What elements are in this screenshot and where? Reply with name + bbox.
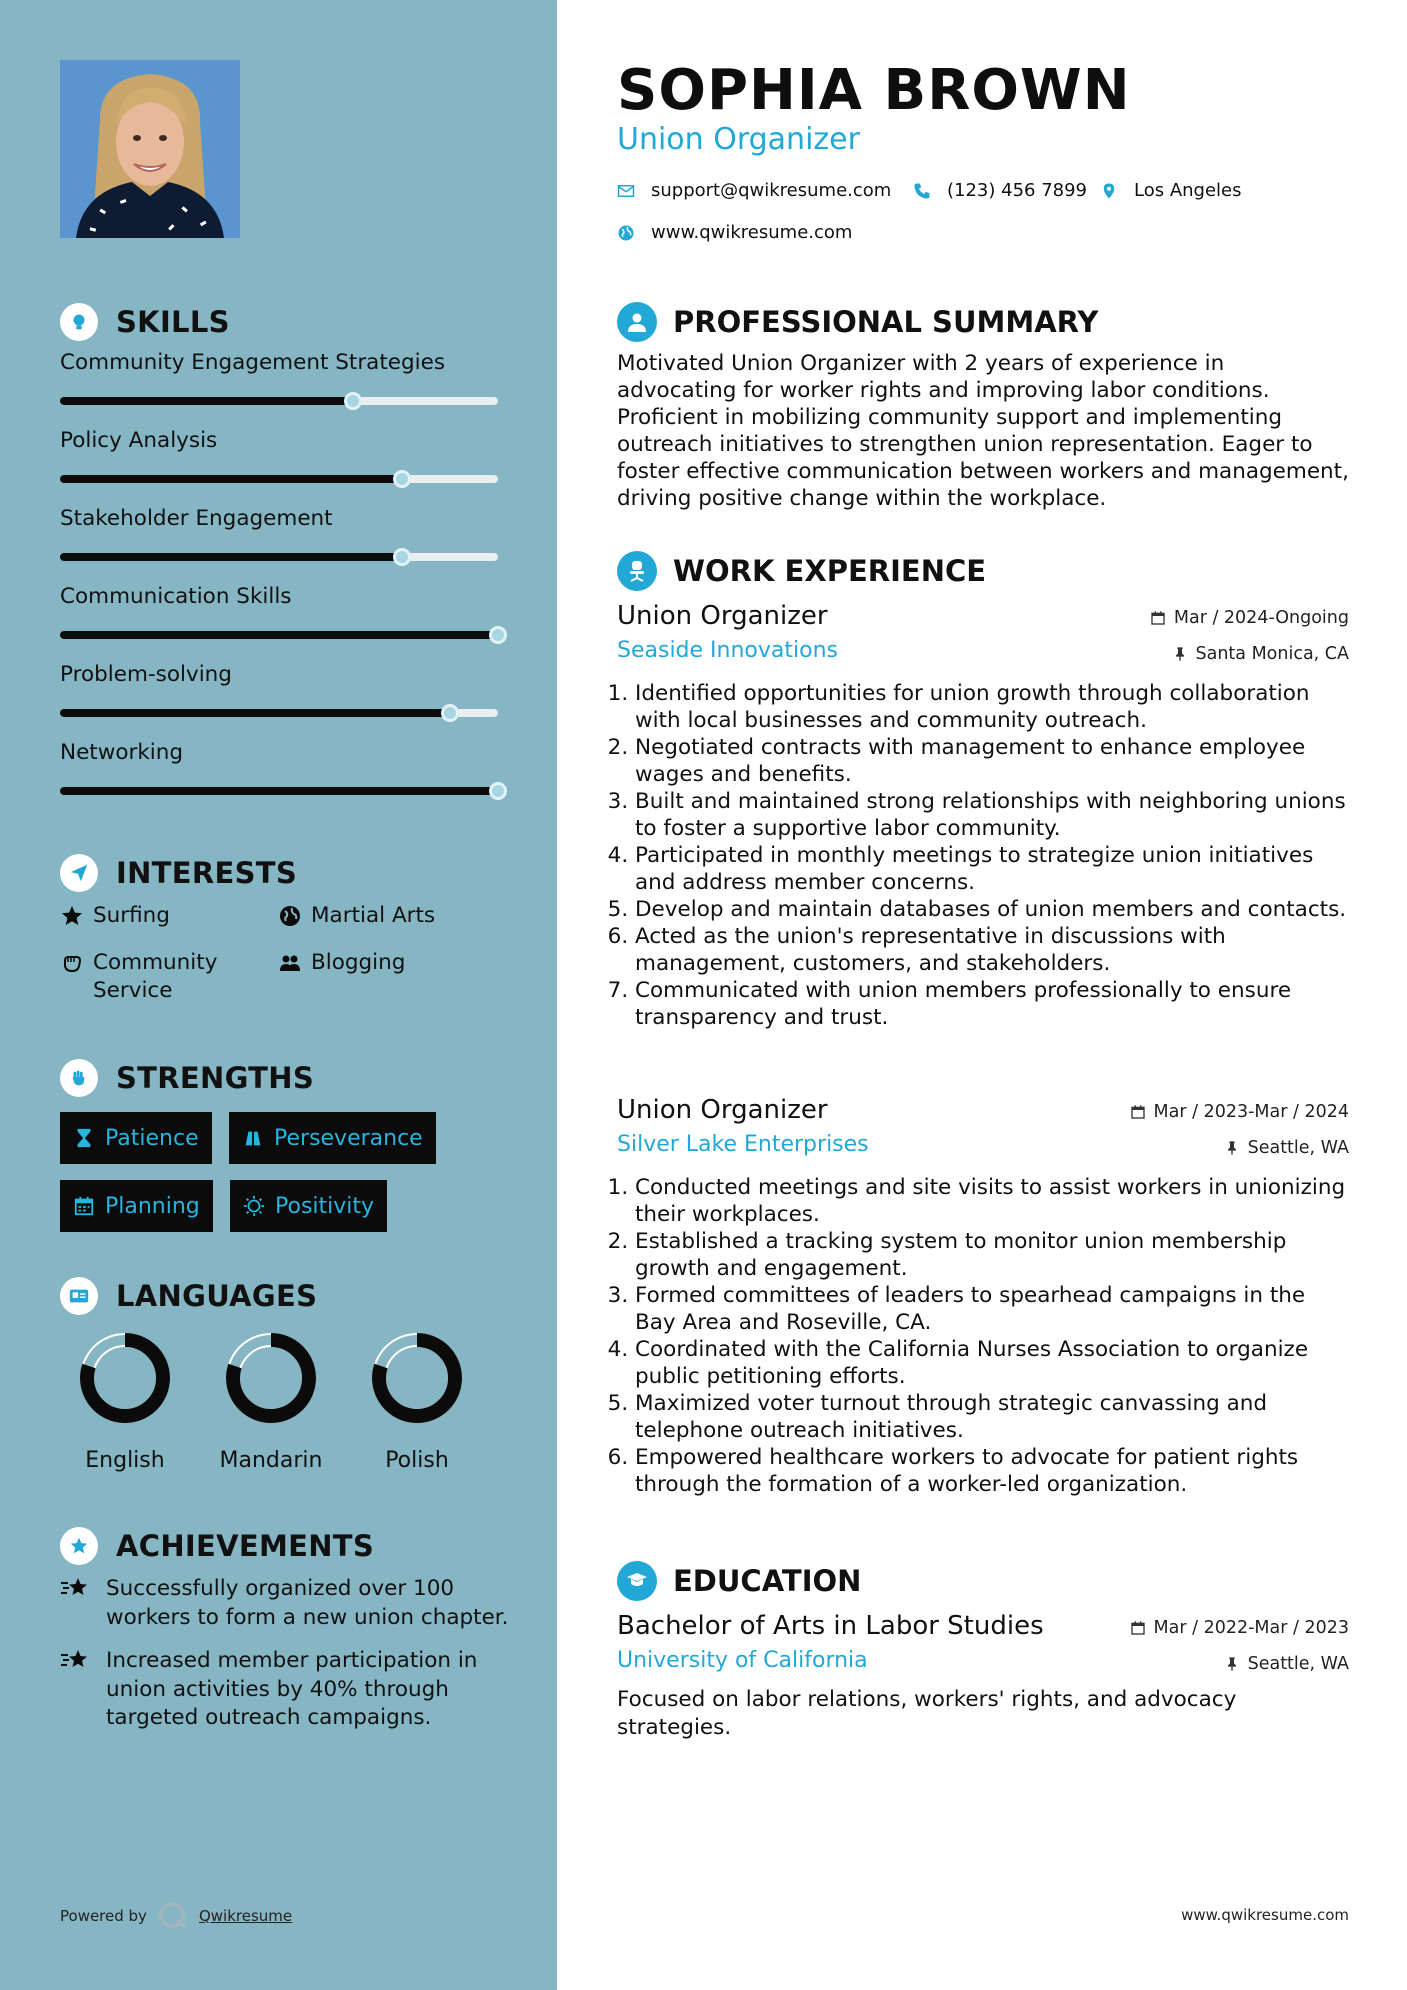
job-bullet: 6. Empowered healthcare workers to advocate for patient rights through the formation of a worker-led organization.	[635, 1444, 1349, 1498]
job-title: Union Organizer	[617, 1095, 828, 1125]
skill-bar-fill	[60, 787, 498, 795]
job-bullet: 1. Conducted meetings and site visits to assist workers in unionizing their workplaces.	[635, 1174, 1349, 1228]
skill-bar	[60, 553, 498, 561]
candidate-name: SOPHIA BROWN	[617, 58, 1131, 123]
skill-bar-knob	[489, 782, 507, 800]
experience-heading	[617, 551, 986, 591]
users-icon	[278, 951, 302, 975]
job-bullet: 3. Formed committees of leaders to spearhead campaigns in the Bay Area and Roseville, CA.	[635, 1282, 1349, 1336]
skill-bar	[60, 631, 498, 639]
phone-icon	[913, 182, 931, 200]
interest-item	[278, 902, 435, 930]
skill-label: Stakeholder Engagement	[60, 506, 333, 531]
office-chair-icon	[617, 551, 657, 591]
interest-label: Blogging	[311, 950, 406, 975]
interest-item	[60, 902, 170, 930]
calendar-icon	[1150, 610, 1166, 626]
profile-photo	[60, 60, 240, 238]
language-ring	[77, 1330, 173, 1426]
education-title: EDUCATION	[673, 1564, 862, 1598]
skill-item	[60, 350, 500, 428]
summary-heading	[617, 302, 1098, 342]
strength-label: Positivity	[275, 1193, 375, 1219]
strength-label: Patience	[105, 1125, 199, 1151]
language-label: Mandarin	[219, 1448, 323, 1473]
achievement-text: Increased member participation in union activities by 40% through targeted outreach campaigns.	[106, 1648, 478, 1730]
experience-title: WORK EXPERIENCE	[673, 554, 987, 588]
languages-title: LANGUAGES	[116, 1279, 318, 1313]
skill-item	[60, 428, 500, 506]
language-ring	[369, 1330, 465, 1426]
strengths-heading	[60, 1058, 314, 1098]
language-label: Polish	[385, 1448, 449, 1473]
profile-photo-image	[60, 60, 240, 238]
achievements-heading	[60, 1526, 374, 1566]
language-ring	[223, 1330, 319, 1426]
job-bullet: 4. Coordinated with the California Nurses Association to organize public petitioning efforts.	[635, 1336, 1349, 1390]
interest-item	[278, 949, 405, 977]
website-text: www.qwikresume.com	[651, 222, 853, 243]
skill-label: Policy Analysis	[60, 428, 218, 453]
lightbulb-icon	[60, 303, 98, 341]
email-text: support@qwikresume.com	[651, 180, 892, 201]
job-title: Union Organizer	[617, 601, 828, 631]
degree-title: Bachelor of Arts in Labor Studies	[617, 1611, 1044, 1641]
skill-item	[60, 506, 500, 584]
education-location	[1224, 1654, 1349, 1674]
id-card-icon	[60, 1277, 98, 1315]
strength-badge	[60, 1180, 213, 1232]
skill-bar-fill	[60, 397, 353, 405]
strength-badge	[229, 1112, 436, 1164]
strength-badge	[230, 1180, 387, 1232]
skill-item	[60, 662, 500, 740]
skill-bar	[60, 475, 498, 483]
education-date	[1130, 1618, 1349, 1638]
job-bullet: 1. Identified opportunities for union growth through collaboration with local businesses and community outreach.	[635, 680, 1349, 734]
skill-bar-knob	[393, 470, 411, 488]
contact-location	[1100, 180, 1242, 201]
skill-bar	[60, 397, 498, 405]
summary-title: PROFESSIONAL SUMMARY	[673, 305, 1099, 339]
job-bullets	[617, 680, 1349, 1031]
qwikresume-logo-icon	[157, 1900, 189, 1932]
sun-icon	[243, 1195, 265, 1217]
skill-bar-knob	[393, 548, 411, 566]
skills-heading	[60, 302, 230, 342]
job-entry	[617, 600, 1349, 1031]
star-icon	[60, 904, 84, 928]
shooting-star-icon	[60, 1575, 92, 1603]
language-label: English	[85, 1448, 165, 1473]
job-company: Silver Lake Enterprises	[617, 1132, 869, 1157]
candidate-title: Union Organizer	[617, 122, 860, 157]
globe-icon	[617, 224, 635, 242]
job-bullet: 2. Negotiated contracts with management to enhance employee wages and benefits.	[635, 734, 1349, 788]
education-location-text: Seattle, WA	[1247, 1654, 1349, 1674]
pushpin-icon	[1172, 646, 1188, 662]
contact-phone[interactable]	[913, 180, 1087, 201]
envelope-icon	[617, 182, 635, 200]
skill-label: Networking	[60, 740, 184, 765]
job-bullets	[617, 1174, 1349, 1498]
job-date	[1130, 1102, 1349, 1122]
education-date-text: Mar / 2022-Mar / 2023	[1153, 1618, 1349, 1638]
interests-heading	[60, 853, 297, 893]
contact-website[interactable]	[617, 222, 852, 243]
job-date	[1150, 608, 1349, 628]
job-bullet: 6. Acted as the union's representative in discussions with management, customers, and stakeholders.	[635, 923, 1349, 977]
skill-bar	[60, 787, 498, 795]
achievement-text: Successfully organized over 100 workers to form a new union chapter.	[106, 1576, 509, 1630]
education-entry	[617, 1610, 1349, 1742]
hourglass-icon	[73, 1127, 95, 1149]
language-item	[60, 1330, 190, 1473]
job-bullet: 2. Established a tracking system to monitor union membership growth and engagement.	[635, 1228, 1349, 1282]
language-item	[206, 1330, 336, 1473]
skill-bar-fill	[60, 709, 450, 717]
job-bullet: 5. Develop and maintain databases of union members and contacts.	[635, 896, 1349, 923]
calendar-icon	[1130, 1104, 1146, 1120]
achievements-list	[60, 1575, 520, 1748]
summary-text: Motivated Union Organizer with 2 years of experience in advocating for worker rights and improving labor conditions. Proficient in mobilizing community support and implementing outreach initiatives to strengthen union representation. Eager to foster effective communication between workers and management, driving positive change within the workplace.	[617, 351, 1349, 511]
paper-plane-icon	[60, 854, 98, 892]
location-text: Los Angeles	[1134, 180, 1242, 201]
contact-email[interactable]	[617, 180, 891, 201]
interest-item	[60, 949, 260, 1005]
pushpin-icon	[1224, 1656, 1240, 1672]
skill-label: Problem-solving	[60, 662, 232, 687]
languages-heading	[60, 1276, 317, 1316]
job-date-text: Mar / 2024-Ongoing	[1173, 608, 1349, 628]
powered-by	[60, 1900, 292, 1932]
achievement-item	[60, 1647, 520, 1733]
skill-bar-fill	[60, 475, 402, 483]
strengths-title: STRENGTHS	[116, 1061, 315, 1095]
skill-item	[60, 584, 500, 662]
skill-bar	[60, 709, 498, 717]
skill-bar-knob	[489, 626, 507, 644]
education-heading	[617, 1561, 861, 1601]
graduate-icon	[617, 1561, 657, 1601]
job-bullet: 5. Maximized voter turnout through strategic canvassing and telephone outreach initiatives.	[635, 1390, 1349, 1444]
phone-text: (123) 456 7899	[947, 180, 1088, 201]
star-badge-icon	[60, 1527, 98, 1565]
job-location-text: Seattle, WA	[1247, 1138, 1349, 1158]
map-pin-icon	[1100, 182, 1118, 200]
binoculars-icon	[242, 1127, 264, 1149]
achievement-item	[60, 1575, 520, 1632]
globe-icon	[278, 904, 302, 928]
skill-bar-knob	[344, 392, 362, 410]
job-bullet: 4. Participated in monthly meetings to strategize union initiatives and address member concerns.	[635, 842, 1349, 896]
qwikresume-link[interactable]: Qwikresume	[198, 1907, 293, 1925]
skills-title: SKILLS	[116, 305, 230, 339]
calendar-icon	[73, 1195, 95, 1217]
language-item	[352, 1330, 482, 1473]
job-company: Seaside Innovations	[617, 638, 838, 663]
interest-label: Martial Arts	[311, 903, 436, 928]
interests-title: INTERESTS	[116, 856, 298, 890]
strength-label: Perseverance	[274, 1125, 423, 1151]
skill-item	[60, 740, 500, 818]
achievements-title: ACHIEVEMENTS	[116, 1529, 375, 1563]
skill-label: Community Engagement Strategies	[60, 350, 446, 375]
footer-website[interactable]: www.qwikresume.com	[1181, 1906, 1349, 1924]
interest-label: Community Service	[93, 950, 218, 1003]
skill-label: Communication Skills	[60, 584, 292, 609]
calendar-icon	[1130, 1620, 1146, 1636]
user-icon	[617, 302, 657, 342]
hand-icon	[60, 951, 84, 975]
shooting-star-icon	[60, 1647, 92, 1675]
pushpin-icon	[1224, 1140, 1240, 1156]
strength-label: Planning	[105, 1193, 200, 1219]
school-name: University of California	[617, 1648, 868, 1673]
strength-badge	[60, 1112, 212, 1164]
skills-list	[60, 350, 500, 818]
job-location	[1172, 644, 1350, 664]
job-bullet: 3. Built and maintained strong relationships with neighboring unions to foster a supportive labor community.	[635, 788, 1349, 842]
skill-bar-fill	[60, 553, 402, 561]
education-description: Focused on labor relations, workers' rights, and advocacy strategies.	[617, 1687, 1237, 1740]
job-bullet: 7. Communicated with union members professionally to ensure transparency and trust.	[635, 977, 1349, 1031]
sidebar	[0, 0, 557, 1990]
skill-bar-fill	[60, 631, 498, 639]
job-location-text: Santa Monica, CA	[1195, 644, 1349, 664]
job-date-text: Mar / 2023-Mar / 2024	[1153, 1102, 1349, 1122]
job-entry	[617, 1094, 1349, 1498]
interest-label: Surfing	[93, 903, 170, 928]
skill-bar-knob	[441, 704, 459, 722]
fist-icon	[60, 1059, 98, 1097]
powered-by-label: Powered by	[60, 1907, 147, 1925]
job-location	[1224, 1138, 1349, 1158]
